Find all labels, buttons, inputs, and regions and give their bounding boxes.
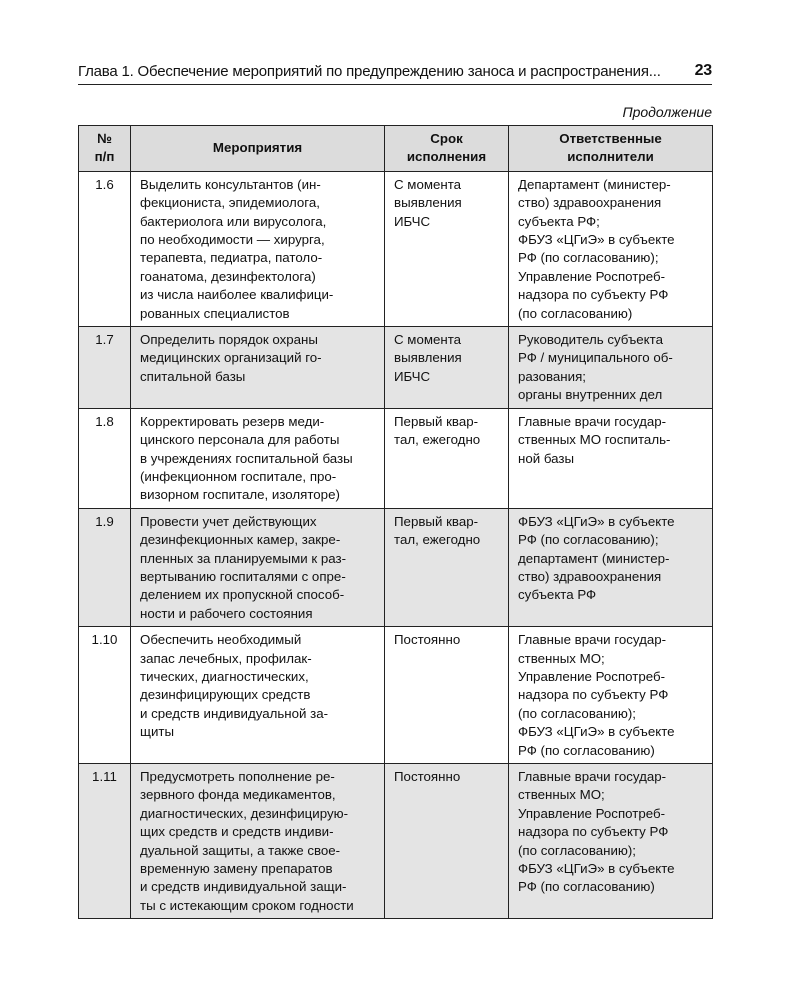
row-measures: Корректировать резерв меди- цинского персонала для работы в учреждениях госпитальной базы (инфекционном госпитале, про- визорном госпитале, изоляторе): [131, 408, 385, 508]
table-row: [79, 508, 713, 626]
table-header-row: [79, 126, 713, 172]
table-row: [79, 627, 713, 764]
table-row: [79, 408, 713, 508]
row-measures: Провести учет действующих дезинфекционных камер, закре- пленных за планируемыми к раз- вертыванию госпиталями с опре- делением их пропускной способ- ности и рабочего состояния: [131, 508, 385, 626]
row-num: 1.7: [79, 327, 131, 409]
row-measures: Выделить консультантов (ин- фекциониста, эпидемиолога, бактериолога или вирусолога, по необходимости — хирурга, терапевта, педиатра, патоло- гоанатома, дезинфектолога) из числа наиболее квалифици- рованных специалистов: [131, 171, 385, 326]
continuation-label: Продолжение: [622, 104, 712, 120]
header-deadline: Срок исполнения: [385, 126, 509, 172]
row-measures: Определить порядок охраны медицинских организаций го- спитальной базы: [131, 327, 385, 409]
row-deadline: С момента выявления ИБЧС: [385, 171, 509, 326]
row-responsible: ФБУЗ «ЦГиЭ» в субъекте РФ (по согласованию); департамент (министер- ство) здравоохранения субъекта РФ: [509, 508, 713, 626]
row-num: 1.6: [79, 171, 131, 326]
row-num: 1.8: [79, 408, 131, 508]
header-num: № п/п: [79, 126, 131, 172]
running-header: [78, 62, 712, 85]
row-responsible: Департамент (министер- ство) здравоохранения субъекта РФ; ФБУЗ «ЦГиЭ» в субъекте РФ (по согласованию); Управление Роспотреб- надзора по субъекту РФ (по согласованию): [509, 171, 713, 326]
row-num: 1.10: [79, 627, 131, 764]
row-deadline: Постоянно: [385, 764, 509, 919]
header-responsible: Ответственные исполнители: [509, 126, 713, 172]
page-number: 23: [694, 62, 712, 79]
row-num: 1.9: [79, 508, 131, 626]
row-num: 1.11: [79, 764, 131, 919]
row-deadline: Постоянно: [385, 627, 509, 764]
table-row: [79, 327, 713, 409]
row-measures: Предусмотреть пополнение ре- зервного фонда медикаментов, диагностических, дезинфицирую- щих средств и средств индиви- дуальной защиты, а также свое- временную замену препаратов и средств индивидуальной защи- ты с истекающим сроком годности: [131, 764, 385, 919]
row-responsible: Главные врачи государ- ственных МО; Управление Роспотреб- надзора по субъекту РФ (по согласованию); ФБУЗ «ЦГиЭ» в субъекте РФ (по согласованию): [509, 764, 713, 919]
row-responsible: Руководитель субъекта РФ / муниципального об- разования; органы внутренних дел: [509, 327, 713, 409]
row-deadline: С момента выявления ИБЧС: [385, 327, 509, 409]
table-row: [79, 764, 713, 919]
header-measures: Мероприятия: [131, 126, 385, 172]
row-measures: Обеспечить необходимый запас лечебных, профилак- тических, диагностических, дезинфицирующих средств и средств индивидуальной за- щиты: [131, 627, 385, 764]
table-row: [79, 171, 713, 326]
row-responsible: Главные врачи государ- ственных МО; Управление Роспотреб- надзора по субъекту РФ (по согласованию); ФБУЗ «ЦГиЭ» в субъекте РФ (по согласованию): [509, 627, 713, 764]
chapter-title: Глава 1. Обеспечение мероприятий по предупреждению заноса и распространения...: [78, 63, 661, 80]
row-responsible: Главные врачи государ- ственных МО госпиталь- ной базы: [509, 408, 713, 508]
measures-table: [78, 125, 713, 919]
row-deadline: Первый квар- тал, ежегодно: [385, 408, 509, 508]
row-deadline: Первый квар- тал, ежегодно: [385, 508, 509, 626]
